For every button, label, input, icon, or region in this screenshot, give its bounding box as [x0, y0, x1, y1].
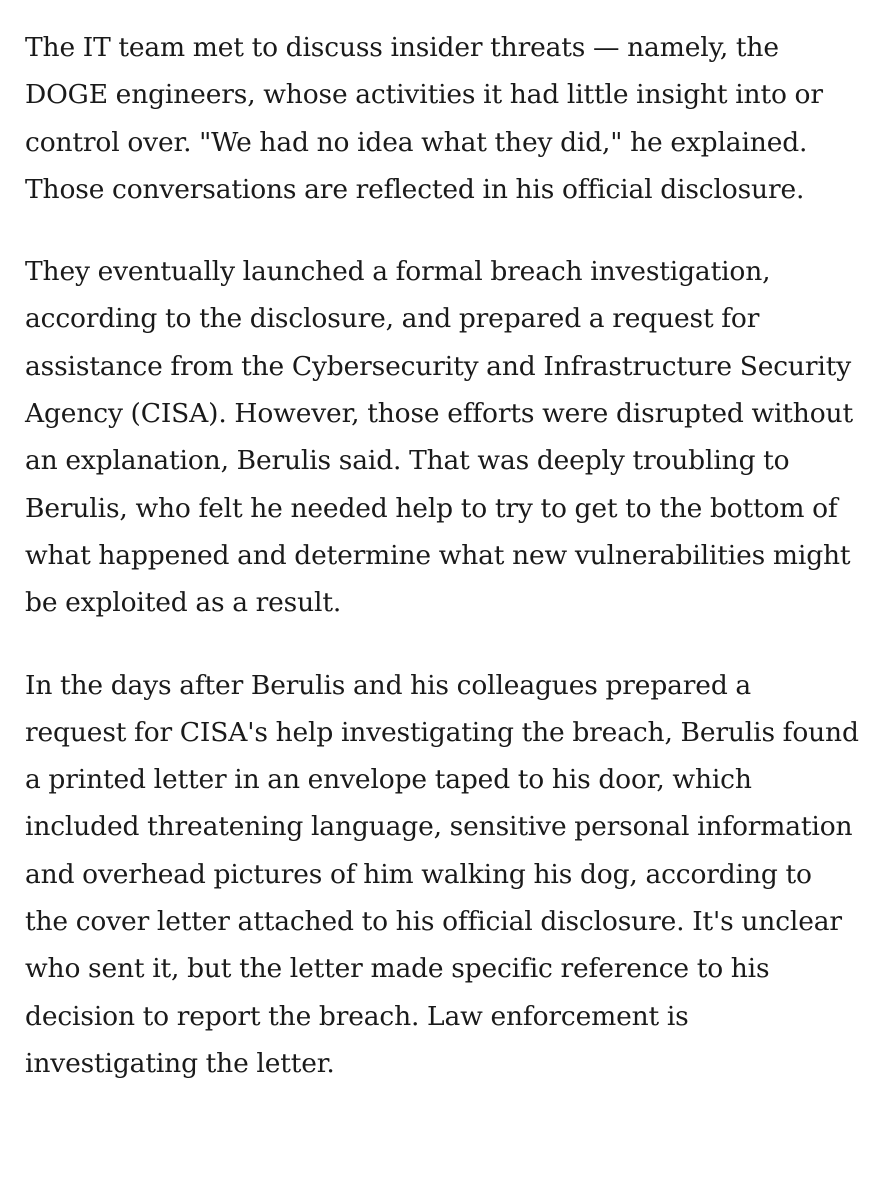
article-paragraph: In the days after Berulis and his colleagues prepared a request for CISA's help investigating the breach, Berulis found a printed letter in an envelope taped to his door, which included threatening language, sensitive personal information and overhead pictures of him walking his dog, according to the cover letter attached to his official disclosure. It's unclear who sent it, but the letter made specific reference to his decision to report the breach. Law enforcement is investigating the letter. [25, 669, 859, 1079]
article-paragraph: The IT team met to discuss insider threats — namely, the DOGE engineers, whose activities it had little insight into or control over. "We had no idea what they did," he explained. Those conversations are reflected in his official disclosure. [25, 32, 823, 205]
article-paragraph: They eventually launched a formal breach investigation, according to the disclosure, and prepared a request for assistance from the Cybersecurity and Infrastructure Security Agency (CISA). However, those efforts were disrupted without an explanation, Berulis said. That was deeply troubling to Berulis, who felt he needed help to try to get to the bottom of what happened and determine what new vulnerabilities might be exploited as a result. [25, 256, 853, 619]
